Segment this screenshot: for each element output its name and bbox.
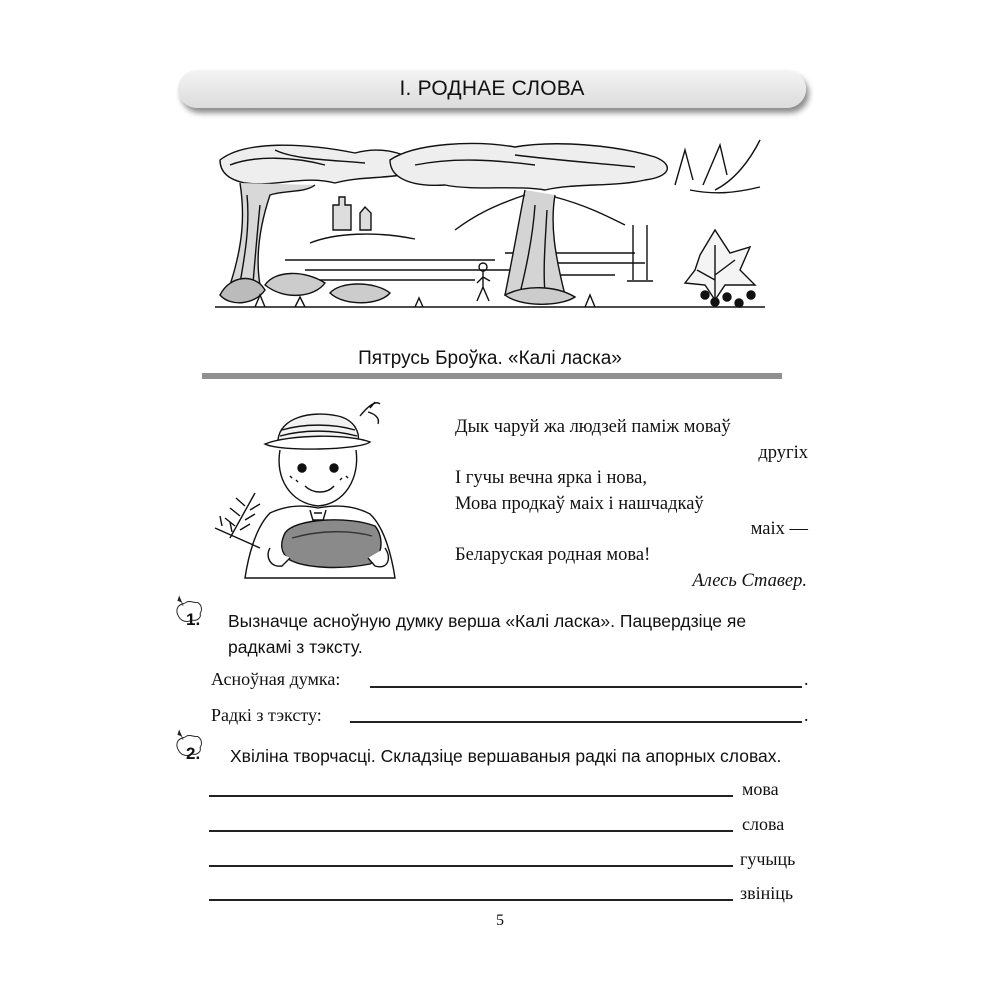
support-word: гучыць (740, 849, 796, 869)
task-1-instruction: Вызначце асноўную думку верша «Калі ласка». Пацвердзіце яе радкамі з тэксту. (228, 611, 747, 657)
task-2-number: 2. (186, 744, 201, 763)
text-lines-answer-line[interactable] (350, 721, 802, 723)
support-word: слова (742, 814, 785, 834)
verse-answer-line[interactable] (209, 899, 733, 901)
poem-line: другіх (758, 442, 808, 463)
task-2-instruction: Хвіліна творчасці. Складзіце вершаваныя радкі па апорных словах. (230, 746, 782, 766)
text-lines-label: Радкі з тэксту: (211, 705, 322, 725)
boy-with-bread-illustration (210, 398, 435, 583)
verse-answer-line[interactable] (209, 865, 733, 867)
landscape-illustration (215, 135, 765, 315)
line-end-mark: . (804, 669, 809, 689)
task-1-badge (166, 594, 212, 629)
section-title-banner (178, 70, 806, 108)
verse-answer-line[interactable] (209, 830, 733, 832)
page-number: 5 (496, 912, 504, 929)
main-idea-label: Асноўная думка: (211, 669, 341, 689)
task-1-number: 1. (186, 610, 201, 629)
support-word: мова (742, 779, 779, 799)
support-word: звініць (740, 883, 794, 903)
poem-line: І гучы вечна ярка і нова, (455, 468, 647, 489)
title-divider (202, 373, 782, 379)
task-2-badge (166, 728, 212, 763)
verse-answer-line[interactable] (209, 795, 733, 797)
poem (455, 415, 815, 594)
poem-author: Алесь Ставер. (692, 570, 807, 591)
poem-line: Беларуская родная мова! (455, 544, 651, 565)
task-1-text (228, 608, 808, 660)
poem-line: маіх — (750, 519, 808, 540)
main-idea-answer-line[interactable] (370, 686, 802, 688)
line-end-mark: . (804, 705, 809, 725)
poem-line: Дык чаруй жа людзей паміж моваў (455, 417, 731, 437)
section-title: І. РОДНАЕ СЛОВА (399, 77, 585, 100)
lesson-title: Пятрусь Броўка. «Калі ласка» (358, 348, 622, 369)
poem-line: Мова продкаў маіх і нашчадкаў (455, 493, 704, 514)
